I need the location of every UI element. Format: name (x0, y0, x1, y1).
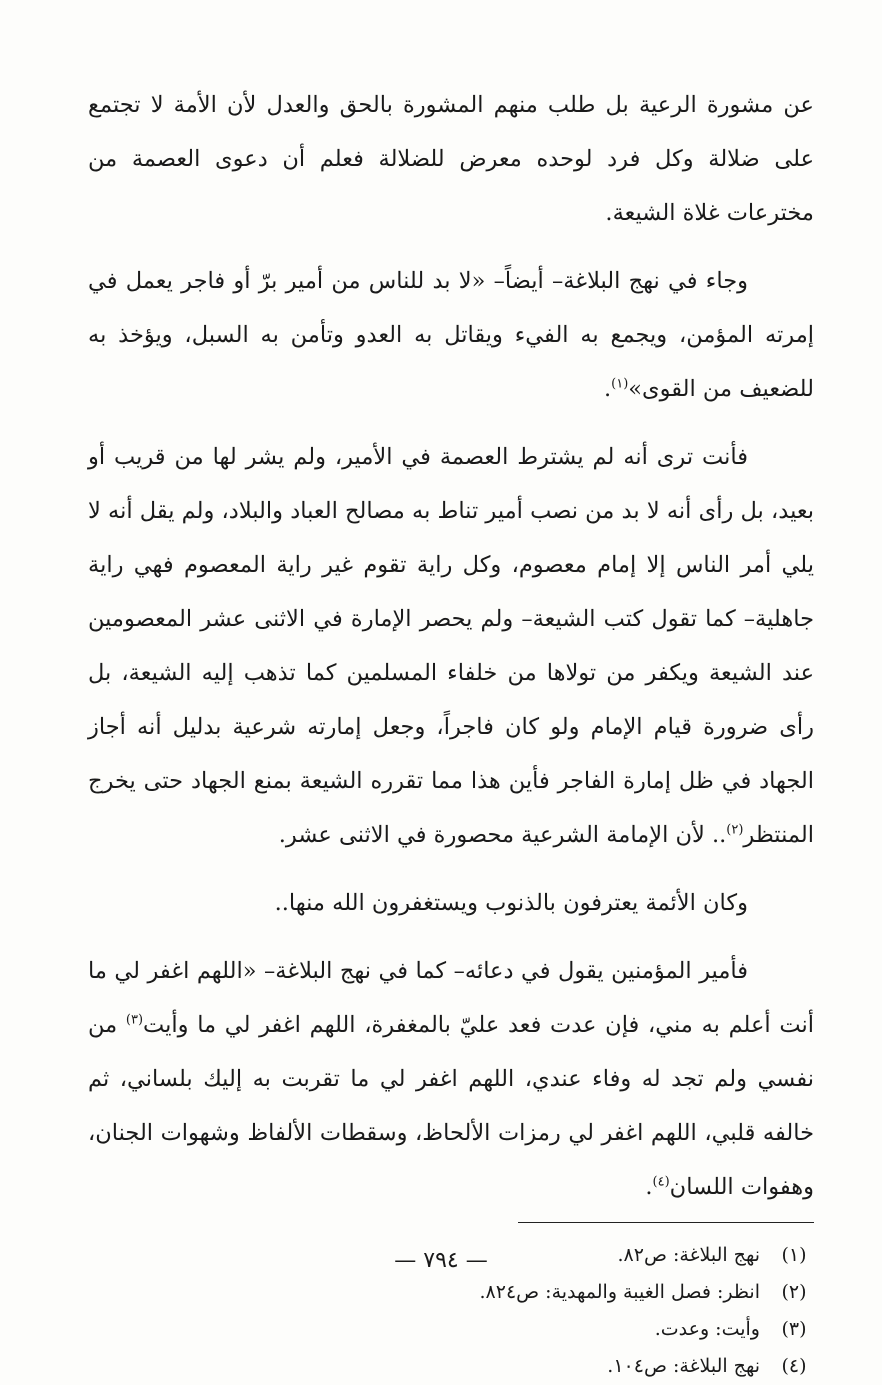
footnote-4 (88, 1348, 814, 1385)
footnote-3 (88, 1311, 814, 1348)
page-body (88, 78, 814, 1385)
footnote-2 (88, 1274, 814, 1311)
paragraph-3-end: .. لأن الإمامة الشرعية محصورة في الاثنى عشر. (278, 822, 727, 848)
footnote-number: (٤) (781, 1355, 807, 1377)
paragraph-5 (88, 944, 814, 1214)
paragraph-2-text: وجاء في نهج البلاغة– أيضاً– «لا بد للناس من أمير برّ أو فاجر يعمل في إمرته المؤمن، ويجمع به الفيء ويقاتل به العدو وتأمن به السبل، ويؤخذ به للضعيف من القوى» (88, 268, 814, 402)
footnote-separator (518, 1222, 814, 1223)
paragraph-5-middle: من نفسي ولم تجد له وفاء عندي، اللهم اغفر لي ما تقربت به إليك بلساني، ثم خالفه قلبي، اللهم اغفر لي رمزات الألحاظ، وسقطات الألفاظ وشهوات الجنان، وهفوات اللسان (88, 1012, 814, 1200)
paragraph-2-end: . (603, 376, 612, 402)
paragraph-5-end: . (645, 1174, 653, 1200)
paragraph-5-text: فأمير المؤمنين يقول في دعائه– كما في نهج البلاغة– «اللهم اغفر لي ما أنت أعلم به مني، فإن عدت فعد عليّ بالمغفرة، اللهم اغفر لي ما وأيت (88, 958, 814, 1038)
paragraph-4-text: وكان الأئمة يعترفون بالذنوب ويستغفرون الله منها.. (274, 890, 748, 916)
paragraph-1 (88, 78, 814, 240)
footnote-text: نهج البلاغة: ص٨٢. (617, 1244, 760, 1266)
paragraph-1-text: عن مشورة الرعية بل طلب منهم المشورة بالحق والعدل لأن الأمة لا تجتمع على ضلالة وكل فرد لوحده معرض للضلالة فعلم أن دعوى العصمة من مخترعات غلاة الشيعة. (88, 92, 814, 226)
paragraph-3 (88, 430, 814, 862)
footnote-ref-2[interactable]: (٢) (726, 822, 744, 838)
page-number: — ٧٩٤ — (394, 1248, 488, 1273)
paragraph-4 (88, 876, 814, 930)
footnote-number: (٢) (781, 1281, 807, 1303)
footnote-number: (١) (781, 1244, 807, 1266)
footnote-text: وأيت: وعدت. (654, 1318, 760, 1340)
footnote-ref-3[interactable]: (٣) (125, 1012, 144, 1028)
footnote-number: (٣) (781, 1318, 807, 1340)
footnote-text: انظر: فصل الغيبة والمهدية: ص٨٢٤. (479, 1281, 760, 1303)
paragraph-2 (88, 254, 814, 416)
footnote-ref-1[interactable]: (١) (611, 376, 629, 392)
footnote-text: نهج البلاغة: ص١٠٤. (607, 1355, 760, 1377)
paragraph-3-text: فأنت ترى أنه لم يشترط العصمة في الأمير، ولم يشر لها من قريب أو بعيد، بل رأى أنه لا بد من نصب أمير تناط به مصالح العباد والبلاد، ولم يقل أنه لا يلي أمر الناس إلا إمام معصوم، وكل راية تقوم غير راية المعصوم فهي راية جاهلية– كما تقول كتب الشيعة– ولم يحصر الإمارة في الاثنى عشر المعصومين عند الشيعة ويكفر من تولاها من خلفاء المسلمين كما تذهب إليه الشيعة، بل رأى ضرورة قيام الإمام ولو كان فاجراً، وجعل إمارته شرعية بدليل أنه أجاز الجهاد في ظل إمارة الفاجر فأين هذا مما تقرره الشيعة بمنع الجهاد حتى يخرج المنتظر (88, 444, 814, 848)
footnote-ref-4[interactable]: (٤) (652, 1174, 670, 1190)
